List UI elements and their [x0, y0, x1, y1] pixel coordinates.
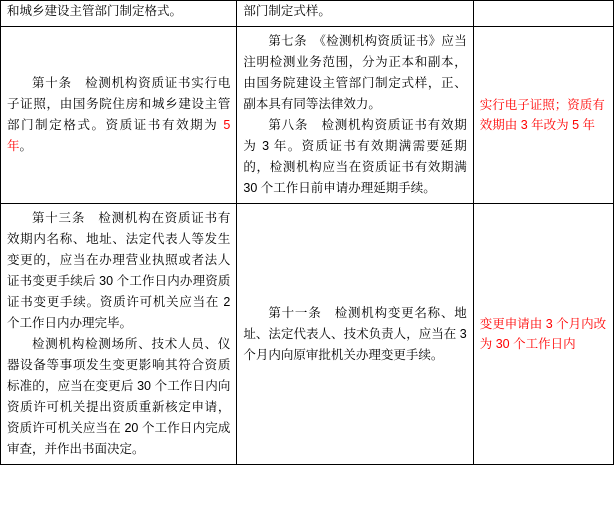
table-row: [1, 27, 614, 204]
table-row: [1, 204, 614, 465]
clause-text: 部门制定式样。: [243, 4, 331, 18]
clause-text: [7, 73, 230, 157]
table-row: [1, 1, 614, 27]
new-clause-cell: [237, 1, 473, 27]
note-text: [474, 10, 613, 18]
clause-text: 第十一条 检测机构变更名称、地址、法定代表人、技术负责人，应当在 3 个月内向原审批机关办理变更手续。: [243, 305, 467, 362]
note-text: 变更申请由 3 个月内改为 30 个工作日内: [479, 317, 607, 351]
note-cell: [473, 204, 613, 465]
original-clause-cell: [1, 27, 237, 204]
clause-text: 第十三条 检测机构在资质证书有效期内名称、地址、法定代表人等发生变更的，应当在办理营业执照或者法人证书变更手续后 30 个工作日内办理资质证书变更手续。资质许可机关应当在 2 个工作日内办理完毕。: [7, 211, 231, 330]
clause-text: 第七条 《检测机构资质证书》应当注明检测业务范围，分为正本和副本，由国务院建设主管部门制定式样，正、副本具有同等法律效力。: [243, 34, 467, 111]
clause-text: 检测机构检测场所、技术人员、仪器设备等事项发生变更影响其符合资质标准的，应当在变更后 30 个工作日内向资质许可机关提出资质重新核定申请，资质许可机关应当在 20 个工作日内完成审查，并作出书面决定。: [7, 337, 231, 456]
note-cell: [473, 27, 613, 204]
clause-text-after: 。: [19, 139, 33, 153]
clause-text: 和城乡建设主管部门制定格式。: [7, 4, 183, 18]
original-clause-cell: [1, 204, 237, 465]
note-cell: [473, 1, 613, 27]
new-clause-cell: [237, 27, 473, 204]
original-clause-cell: [1, 1, 237, 27]
note-text: 实行电子证照；资质有效期由 3 年改为 5 年: [479, 98, 605, 132]
new-clause-cell: [237, 204, 473, 465]
clause-highlight: 5 年: [7, 118, 231, 153]
clause-text: 第八条 检测机构资质证书有效期为 3 年。资质证书有效期满需要延期的，检测机构应当在资质证书有效期满 30 个工作日前申请办理延期手续。: [243, 118, 467, 195]
clause-text-before: 第十条 检测机构资质证书实行电子证照，由国务院住房和城乡建设主管部门制定格式。资质证书有效期为: [7, 76, 231, 132]
